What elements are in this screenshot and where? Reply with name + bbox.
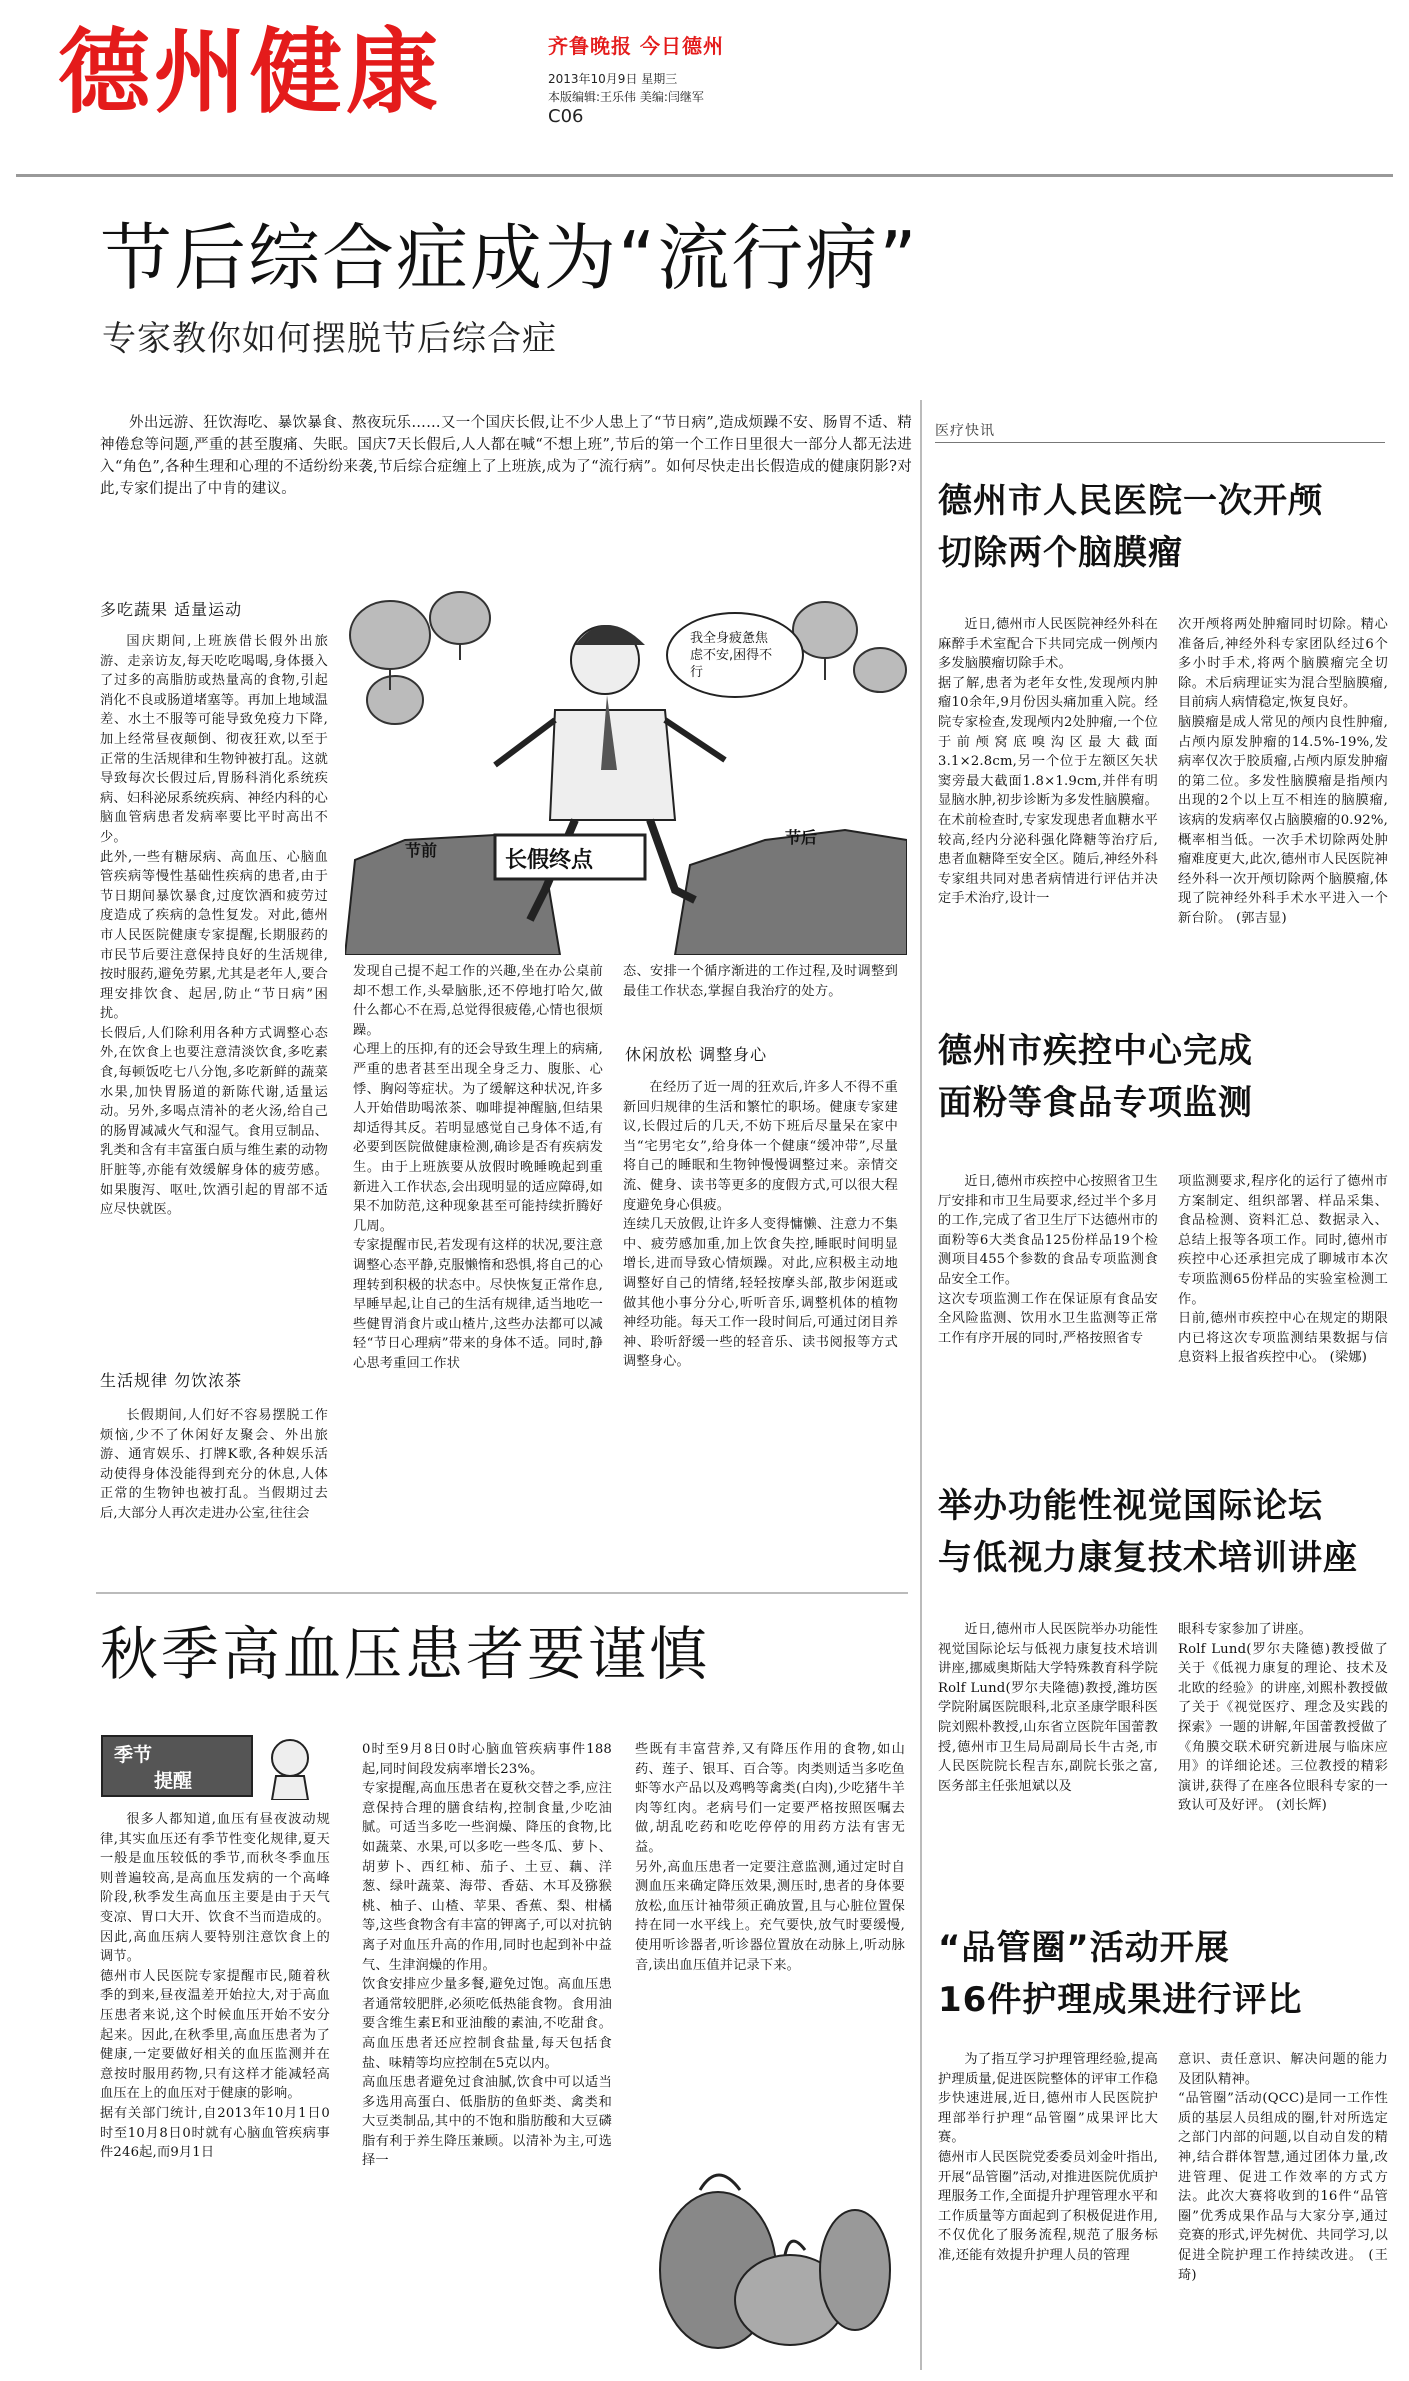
news-title: 切除两个脑膜瘤 bbox=[938, 533, 1183, 573]
illustration bbox=[345, 590, 907, 955]
season-badge-text-a: 季节 bbox=[114, 1744, 153, 1766]
news-title: 德州市人民医院一次开颅 bbox=[938, 481, 1323, 521]
news-column: 项监测要求,程序化的运行了德州市方案制定、组织部署、样品采集、食品检测、资料汇总、数据录入、总结上报等各项工作。同时,德州市疾控中心还承担完成了聊城市本次专项监测65份样品的实验室检测工作。 日前,德州市疾控中心在规定的期限内已将这次专项监测结果数据与信息资料上报省疾控中心。 (梁娜) bbox=[1178, 1174, 1388, 1366]
article-column: 在经历了近一周的狂欢后,许多人不得不重新回归规律的生活和繁忙的职场。健康专家建议,长假过后的几天,不妨下班后尽量呆在家中当“宅男宅女”,给身体一个健康“缓冲带”,尽量将自己的睡眠和生物钟慢慢调整过来。亲情交流、健身、读书等更多的度假方式,可以很大程度避免身心俱疲。 连续几天放假,让许多人变得慵懒、注意力不集中、疲劳感加重,加上饮食失控,睡眠时间明显增长,进而导致心情烦躁。对此,应积极主动地调整好自己的情绪,轻轻按摩头部,散步闲逛或做其他小事分分心,听听音乐,调整机体的植物神经功能。每天工作一段时间后,可通过闭目养神、聆听舒缓一些的轻音乐、读书阅报等方式调整身心。 bbox=[623, 1080, 898, 1370]
masthead-divider bbox=[16, 174, 1393, 177]
vegetables-illustration bbox=[640, 2120, 895, 2365]
news-column: 意识、责任意识、解决问题的能力及团队精神。 “品管圈”活动(QCC)是同一工作性质的基层人员组成的圈,针对所选定之部门内部的问题,以自动自发的精神,结合群体智慧,通过团体力量,改进管理、促进工作效率的方式方法。此次大赛将收到的16件“品管圈”优秀成果作品与大家分享,通过竞赛的形式,评先树优、共同学习,以促进全院护理工作持续改进。 (王琦) bbox=[1178, 2052, 1388, 2283]
tired-worker-illustration bbox=[345, 590, 907, 955]
news-column: 近日,德州市人民医院神经外科在麻醉手术室配合下共同完成一例颅内多发脑膜瘤切除手术。 据了解,患者为老年女性,发现颅内肿瘤10余年,9月份因头痛加重入院。经院专家检查,发现颅内2处肿瘤,一个位于前颅窝底嗅沟区最大截面3.1×2.8cm,另一个位于左额区矢状窦旁最大截面1.8×1.9cm,并伴有明显脑水肿,初步诊断为多发性脑膜瘤。在术前检查时,专家发现患者血糖水平较高,经内分泌科强化降糖等治疗后,患者血糖降至安全区。随后,神经外科专家组共同对患者病情进行评估并决定手术治疗,设计一 bbox=[938, 617, 1158, 907]
section-heading: 休闲放松 调整身心 bbox=[625, 1045, 768, 1064]
news-title: 与低视力康复技术培训讲座 bbox=[938, 1538, 1358, 1578]
article-column: 国庆期间,上班族借长假外出旅游、走亲访友,每天吃吃喝喝,身体摄入了过多的高脂肪或热量高的食物,引起消化不良或肠道堵塞等。再加上地域温差、水土不服等可能导致免疫力下降,加上经常昼夜颠倒、彻夜狂欢,以至于正常的生活规律和生物钟被打乱。这就导致每次长假过后,胃肠科消化系统疾病、妇科泌尿系统疾病、神经内科的心脑血管病患者发病率要比平时高出不少。 此外,一些有糖尿病、高血压、心脑血管疾病等慢性基础性疾病的患者,由于节日期间暴饮暴食,过度饮酒和疲劳过度造成了疾病的急性复发。对此,德州市人民医院健康专家提醒,长期服药的市民节后要注意保持良好的生活规律,按时服药,避免劳累,尤其是老年人,要合理安排饮食、起居,防止“节日病”困扰。 长假后,人们除利用各种方式调整心态外,在饮食上也要注意清淡饮食,多吃素食,每顿饭吃七八分饱,多吃新鲜的蔬菜水果,加快胃肠道的新陈代谢,适量运动。另外,多喝点清补的老火汤,给自己的肠胃减减火气和湿气。食用豆制品、乳类和含有丰富蛋白质与维生素的动物肝脏等,亦能有效缓解身体的疲劳感。如果腹泻、呕吐,饮酒引起的胃部不适应尽快就医。 bbox=[100, 634, 328, 1218]
article-column: 发现自己提不起工作的兴趣,坐在办公桌前却不想工作,头晕脑胀,还不停地打哈欠,做什么都心不在焉,总觉得很疲倦,心情也很烦躁。 心理上的压抑,有的还会导致生理上的病痛,严重的患者甚至出现全身乏力、腹胀、心悸、胸闷等症状。为了缓解这种状况,许多人开始借助喝浓茶、咖啡提神醒脑,但结果却适得其反。若明显感觉自己身体不适,有必要到医院做健康检测,确诊是否有疾病发生。由于上班族要从放假时晚睡晚起到重新进入工作状态,会出现明显的适应障碍,如果不加防范,这种现象甚至可能持续折腾好几周。 专家提醒市民,若发现有这样的状况,要注意调整心态平静,克服懒惰和恐惧,将自己的心理转到积极的状态中。尽快恢复正常作息,早睡早起,让自己的生活有规律,适当地吃一些健胃消食片或山楂片,这些办法都可以减轻“节日心理病”带来的身体不适。同时,静心思考重回工作状 bbox=[353, 964, 603, 1371]
news-title: 面粉等食品专项监测 bbox=[938, 1083, 1253, 1123]
news-column: 次开颅将两处肿瘤同时切除。精心准备后,神经外科专家团队经过6个多小时手术,将两个脑膜瘤完全切除。术后病理证实为混合型脑膜瘤,目前病人病情稳定,恢复良好。 脑膜瘤是成人常见的颅内良性肿瘤,占颅内原发肿瘤的14.5%-19%,发病率仅次于胶质瘤,占颅内原发肿瘤的第二位。多发性脑膜瘤是指颅内出现的2个以上互不相连的脑膜瘤,该病的发病率仅占脑膜瘤的0.92%,概率相当低。一次手术切除两处肿瘤难度更大,此次,德州市人民医院神经外科一次开颅切除两个脑膜瘤,体现了院神经外科手术水平进入一个新台阶。 (郭吉显) bbox=[1178, 617, 1388, 926]
illustration-bubble-text: 我全身疲惫焦虑不安,困得不行 bbox=[690, 631, 773, 680]
article-column: 些既有丰富营养,又有降压作用的食物,如山药、莲子、银耳、百合等。肉类则适当多吃鱼虾等水产品以及鸡鸭等禽类(白肉),少吃猪牛羊肉等红肉。老病号们一定要严格按照医嘱去做,胡乱吃药和吃吃停停的用药方法有害无益。 另外,高血压患者一定要注意监测,通过定时自测血压来确定降压效果,测压时,患者的身体要放松,血压计袖带须正确放置,且与心脏位置保持在同一水平线上。充气要快,放气时要缓慢,使用听诊器者,听诊器位置放在动脉上,听动脉音,读出血压值并记录下来。 bbox=[635, 1742, 905, 1973]
lead-intro: 外出远游、狂饮海吃、暴饮暴食、熬夜玩乐……又一个国庆长假,让不少人患上了“节日病”,造成烦躁不安、肠胃不适、精神倦怠等问题,严重的甚至腹痛、失眠。国庆7天长假后,人人都在喊“不想上班”,节后的第一个工作日里很大一部分人都无法进入“角色”,各种生理和心理的不适纷纷来袭,节后综合症缠上了上班族,成为了“流行病”。如何尽快走出长假造成的健康阴影?对此,专家们提出了中肯的建议。 bbox=[100, 415, 912, 497]
section-heading: 多吃蔬果 适量运动 bbox=[100, 600, 243, 619]
column-divider bbox=[920, 400, 922, 2370]
news-column: 近日,德州市人民医院举办功能性视觉国际论坛与低视力康复技术培训讲座,挪威奥斯陆大学特殊教育科学院Rolf Lund(罗尔夫隆德)教授,潍坊医学院附属医院眼科,北京圣康学眼科医院刘熙朴教授,山东省立医院年国蕾教授,德州市卫生局局副局长牛古尧,市人民医院院长程吉东,副院长张之富,医务部主任张旭斌以及 bbox=[938, 1622, 1158, 1794]
page-number: C06 bbox=[548, 106, 584, 127]
column-tag: 医疗快讯 bbox=[935, 423, 995, 439]
hbp-headline: 秋季高血压患者要谨慎 bbox=[100, 1620, 711, 1688]
section-heading: 生活规律 勿饮浓茶 bbox=[100, 1371, 243, 1390]
article-column: 态、安排一个循序渐进的工作过程,及时调整到最佳工作状态,掌握自我治疗的处方。 bbox=[623, 964, 898, 999]
news-title: 举办功能性视觉国际论坛 bbox=[938, 1486, 1323, 1526]
news-title: 16件护理成果进行评比 bbox=[938, 1980, 1303, 2020]
section-divider bbox=[96, 1592, 908, 1594]
season-badge bbox=[100, 1730, 324, 1800]
article-column: 很多人都知道,血压有昼夜波动规律,其实血压还有季节性变化规律,夏天一般是血压较低的季节,而秋冬季血压则普遍较高,是高血压发病的一个高峰阶段,秋季发生高血压主要是由于天气变凉、胃口大开、饮食不当而造成的。因此,高血压病人要特别注意饮食上的调节。 德州市人民医院专家提醒市民,随着秋季的到来,昼夜温差开始拉大,对于高血压患者来说,这个时候血压开始不安分起来。因此,在秋季里,高血压患者为了健康,一定要做好相关的血压监测并在意按时服用药物,只有这样才能减轻高血压在上的血压对于健康的影响。 据有关部门统计,自2013年10月1日0时至10月8日0时就有心脑血管疾病事件246起,而9月1日 bbox=[100, 1812, 330, 2161]
article-column: 长假期间,人们好不容易摆脱工作烦恼,少不了休闲好友聚会、外出旅游、通宵娱乐、打牌K歌,各种娱乐活动使得身体没能得到充分的休息,人体正常的生物钟也被打乱。当假期过去后,大部分人再次走进办公室,往往会 bbox=[100, 1408, 328, 1521]
illustration-label-after: 节后 bbox=[785, 828, 818, 847]
news-column: 眼科专家参加了讲座。 Rolf Lund(罗尔夫隆德)教授做了关于《低视力康复的理论、技术及北欧的经验》的讲座,刘熙朴教授做了关于《视觉医疗、理念及实践的探索》一题的讲解,年国蕾教授做了《角膜交联术研究新进展与临床应用》的详细论述。三位教授的精彩演讲,获得了在座各位眼科专家的一致认可及好评。 (刘长辉) bbox=[1178, 1622, 1388, 1814]
news-title: “品管圈”活动开展 bbox=[938, 1928, 1230, 1968]
season-badge-text-b: 提醒 bbox=[154, 1770, 193, 1792]
lead-headline: 节后综合症成为“流行病” bbox=[100, 216, 919, 300]
illustration-label-before: 节前 bbox=[405, 841, 438, 860]
column-tag-rule bbox=[935, 442, 1385, 443]
masthead-date: 2013年10月9日 星期三 bbox=[548, 72, 678, 86]
news-title: 德州市疾控中心完成 bbox=[938, 1031, 1253, 1071]
news-column: 近日,德州市疾控中心按照省卫生厅安排和市卫生局要求,经过半个多月的工作,完成了省卫生厅下达德州市的面粉等6大类食品125份样品19个检测项目455个参数的食品专项监测食品安全工作。 这次专项监测工作在保证原有食品安全风险监测、饮用水卫生监测等正常工作有序开展的同时,严格按照省专 bbox=[938, 1174, 1158, 1346]
news-column: 为了指互学习护理管理经验,提高护理质量,促进医院整体的评审工作稳步快速进展,近日,德州市人民医院护理部举行护理“品管圈”成果评比大赛。 德州市人民医院党委委员刘金叶指出,开展“品管圈”活动,对推进医院优质护理服务工作,全面提升护理管理水平和工作质量等方面起到了积极促进作用,不仅优化了服务流程,规范了服务标准,还能有效提升护理人员的管理 bbox=[938, 2052, 1158, 2263]
masthead-editor: 本版编辑:王乐伟 美编:闫继军 bbox=[548, 90, 704, 104]
lead-subhead: 专家教你如何摆脱节后综合症 bbox=[102, 319, 557, 359]
masthead-title: 德州健康 bbox=[58, 19, 443, 126]
masthead-brand: 齐鲁晚报 今日德州 bbox=[548, 34, 724, 58]
illustration-label-end: 长假终点 bbox=[505, 848, 594, 873]
article-column: 0时至9月8日0时心脑血管疾病事件188起,同时间段发病率增长23%。 专家提醒,高血压患者在夏秋交替之季,应注意保持合理的膳食结构,控制食量,少吃油腻。可适当多吃一些润燥、降压的食物,比如蔬菜、水果,可以多吃一些冬瓜、萝卜、胡萝卜、西红柿、茄子、土豆、藕、洋葱、绿叶蔬菜、海带、香菇、木耳及猕猴桃、柚子、山楂、苹果、香蕉、梨、柑橘等,这些食物含有丰富的钾离子,可以对抗钠离子对血压升高的作用,同时也起到补中益气、生津润燥的作用。 饮食安排应少量多餐,避免过饱。高血压患者通常较肥胖,必须吃低热能食物。食用油要含维生素E和亚油酸的素油,不吃甜食。高血压患者还应控制食盐量,每天包括食盐、味精等均应控制在5克以内。 高血压患者避免过食油腻,饮食中可以适当多选用高蛋白、低脂肪的鱼虾类、禽类和大豆类制品,其中的不饱和脂肪酸和大豆磷脂有利于养生降压兼顾。以清补为主,可选择一 bbox=[362, 1742, 612, 2169]
